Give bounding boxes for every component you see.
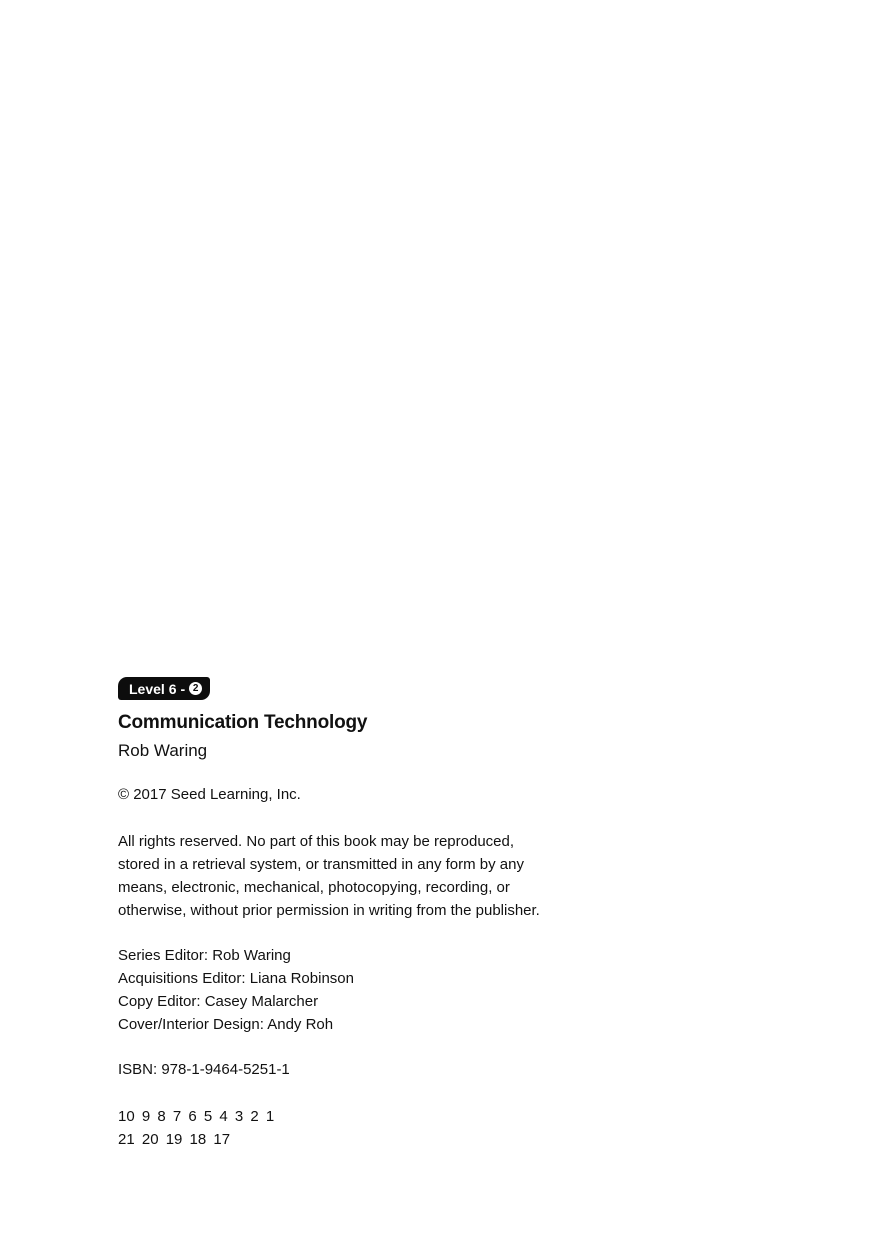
printing-numbers: 10 9 8 7 6 5 4 3 2 1 xyxy=(118,1108,275,1125)
level-separator: - xyxy=(180,680,186,697)
rights-line: stored in a retrieval system, or transmitted in any form by any xyxy=(118,856,524,873)
isbn: ISBN: 978-1-9464-5251-1 xyxy=(118,1061,290,1078)
level-number-circle: 2 xyxy=(189,682,202,695)
credit-copy-editor: Copy Editor: Casey Malarcher xyxy=(118,993,319,1010)
credits-list xyxy=(118,944,638,1036)
book-title: Communication Technology xyxy=(118,712,368,733)
credit-design: Cover/Interior Design: Andy Roh xyxy=(118,1016,334,1033)
rights-line: means, electronic, mechanical, photocopying, recording, or xyxy=(118,879,510,896)
credit-series-editor: Series Editor: Rob Waring xyxy=(118,947,291,964)
book-author: Rob Waring xyxy=(118,741,208,760)
copyright-notice: © 2017 Seed Learning, Inc. xyxy=(118,786,301,803)
colophon-block xyxy=(118,677,638,1151)
rights-line: otherwise, without prior permission in writing from the publisher. xyxy=(118,902,540,919)
rights-statement xyxy=(118,830,638,922)
credit-acquisitions-editor: Acquisitions Editor: Liana Robinson xyxy=(118,970,354,987)
printing-years: 21 20 19 18 17 xyxy=(118,1131,231,1148)
level-badge xyxy=(118,677,210,700)
rights-line: All rights reserved. No part of this book may be reproduced, xyxy=(118,833,515,850)
level-label: Level 6 xyxy=(129,680,177,697)
printing-lines xyxy=(118,1105,638,1151)
